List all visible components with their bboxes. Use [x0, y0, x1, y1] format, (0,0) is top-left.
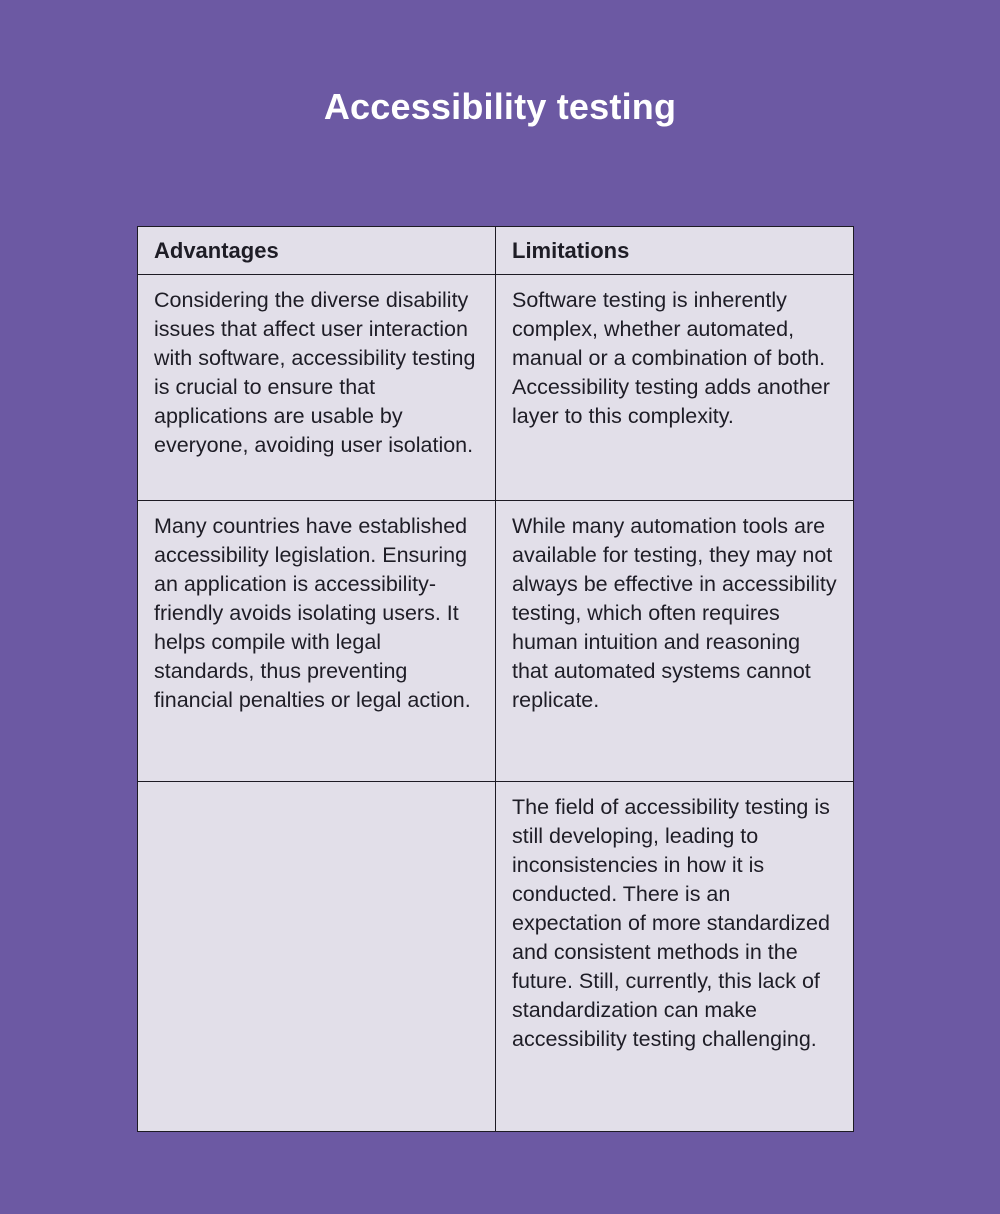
- table-row: [138, 501, 854, 782]
- cell-limitations-row2: While many automation tools are available for testing, they may not always be effective in accessibility testing, which often requires human intuition and reasoning that automated systems cannot replicate.: [496, 501, 854, 782]
- table-header-row: [138, 227, 854, 275]
- cell-limitations-row3: The field of accessibility testing is still developing, leading to inconsistencies in how it is conducted. There is an expectation of more standardized and consistent methods in the future. Still, currently, this lack of standardization can make accessibility testing challenging.: [496, 782, 854, 1132]
- accessibility-comparison-table: [137, 226, 854, 1132]
- column-header-advantages: Advantages: [138, 227, 496, 275]
- table-row: [138, 275, 854, 501]
- page-title: Accessibility testing: [323, 86, 677, 127]
- table-row: [138, 782, 854, 1132]
- cell-advantages-row2: Many countries have established accessibility legislation. Ensuring an application is accessibility-friendly avoids isolating users. It helps compile with legal standards, thus preventing financial penalties or legal action.: [138, 501, 496, 782]
- cell-advantages-row3-empty: [138, 782, 496, 1132]
- column-header-limitations: Limitations: [496, 227, 854, 275]
- cell-limitations-row1: Software testing is inherently complex, whether automated, manual or a combination of both. Accessibility testing adds another layer to this complexity.: [496, 275, 854, 501]
- cell-advantages-row1: Considering the diverse disability issues that affect user interaction with software, accessibility testing is crucial to ensure that applications are usable by everyone, avoiding user isolation.: [138, 275, 496, 501]
